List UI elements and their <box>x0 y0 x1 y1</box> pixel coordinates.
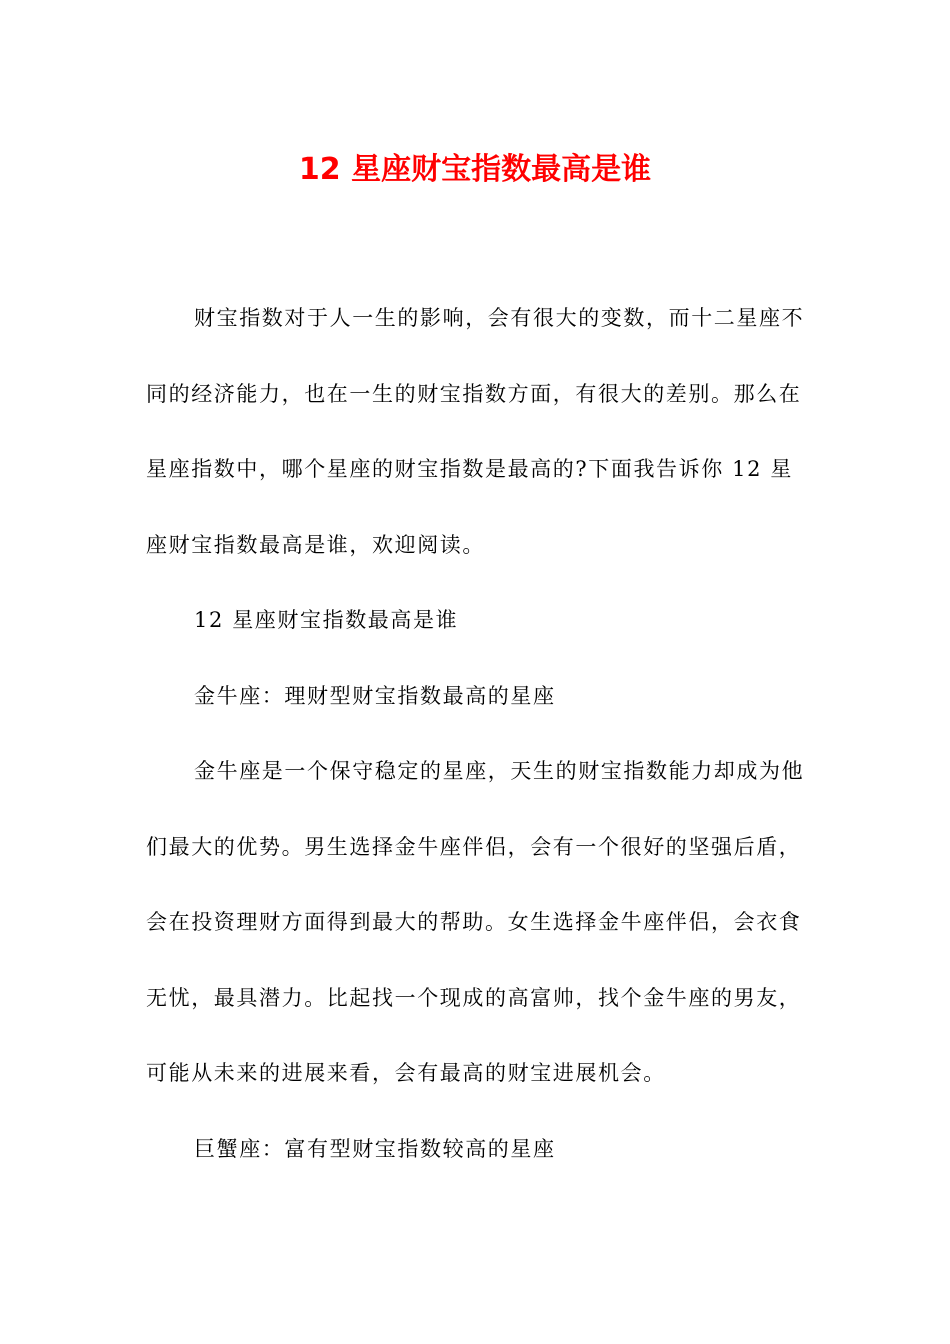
paragraph-subheading: 12 星座财宝指数最高是谁 <box>194 608 459 632</box>
document-body <box>146 281 806 1187</box>
paragraph-taurus-body: 金牛座是一个保守稳定的星座，天生的财宝指数能力却成为他们最大的优势。男生选择金牛座伴侣，会有一个很好的坚强后盾，会在投资理财方面得到最大的帮助。女生选择金牛座伴侣，会衣食无忧，最具潜力。比起找一个现成的高富帅，找个金牛座的男友，可能从未来的进展来看，会有最高的财宝进展机会。 <box>146 759 805 1085</box>
paragraph-intro: 财宝指数对于人一生的影响，会有很大的变数，而十二星座不同的经济能力，也在一生的财宝指数方面，有很大的差别。那么在星座指数中，哪个星座的财宝指数是最高的?下面我告诉你 12 星座财宝指数最高是谁，欢迎阅读。 <box>146 306 805 557</box>
paragraph-taurus-heading: 金牛座：理财型财宝指数最高的星座 <box>194 683 556 708</box>
document-title: 12 星座财宝指数最高是谁 <box>298 152 652 187</box>
paragraph-cancer-heading: 巨蟹座：富有型财宝指数较高的星座 <box>194 1136 556 1161</box>
